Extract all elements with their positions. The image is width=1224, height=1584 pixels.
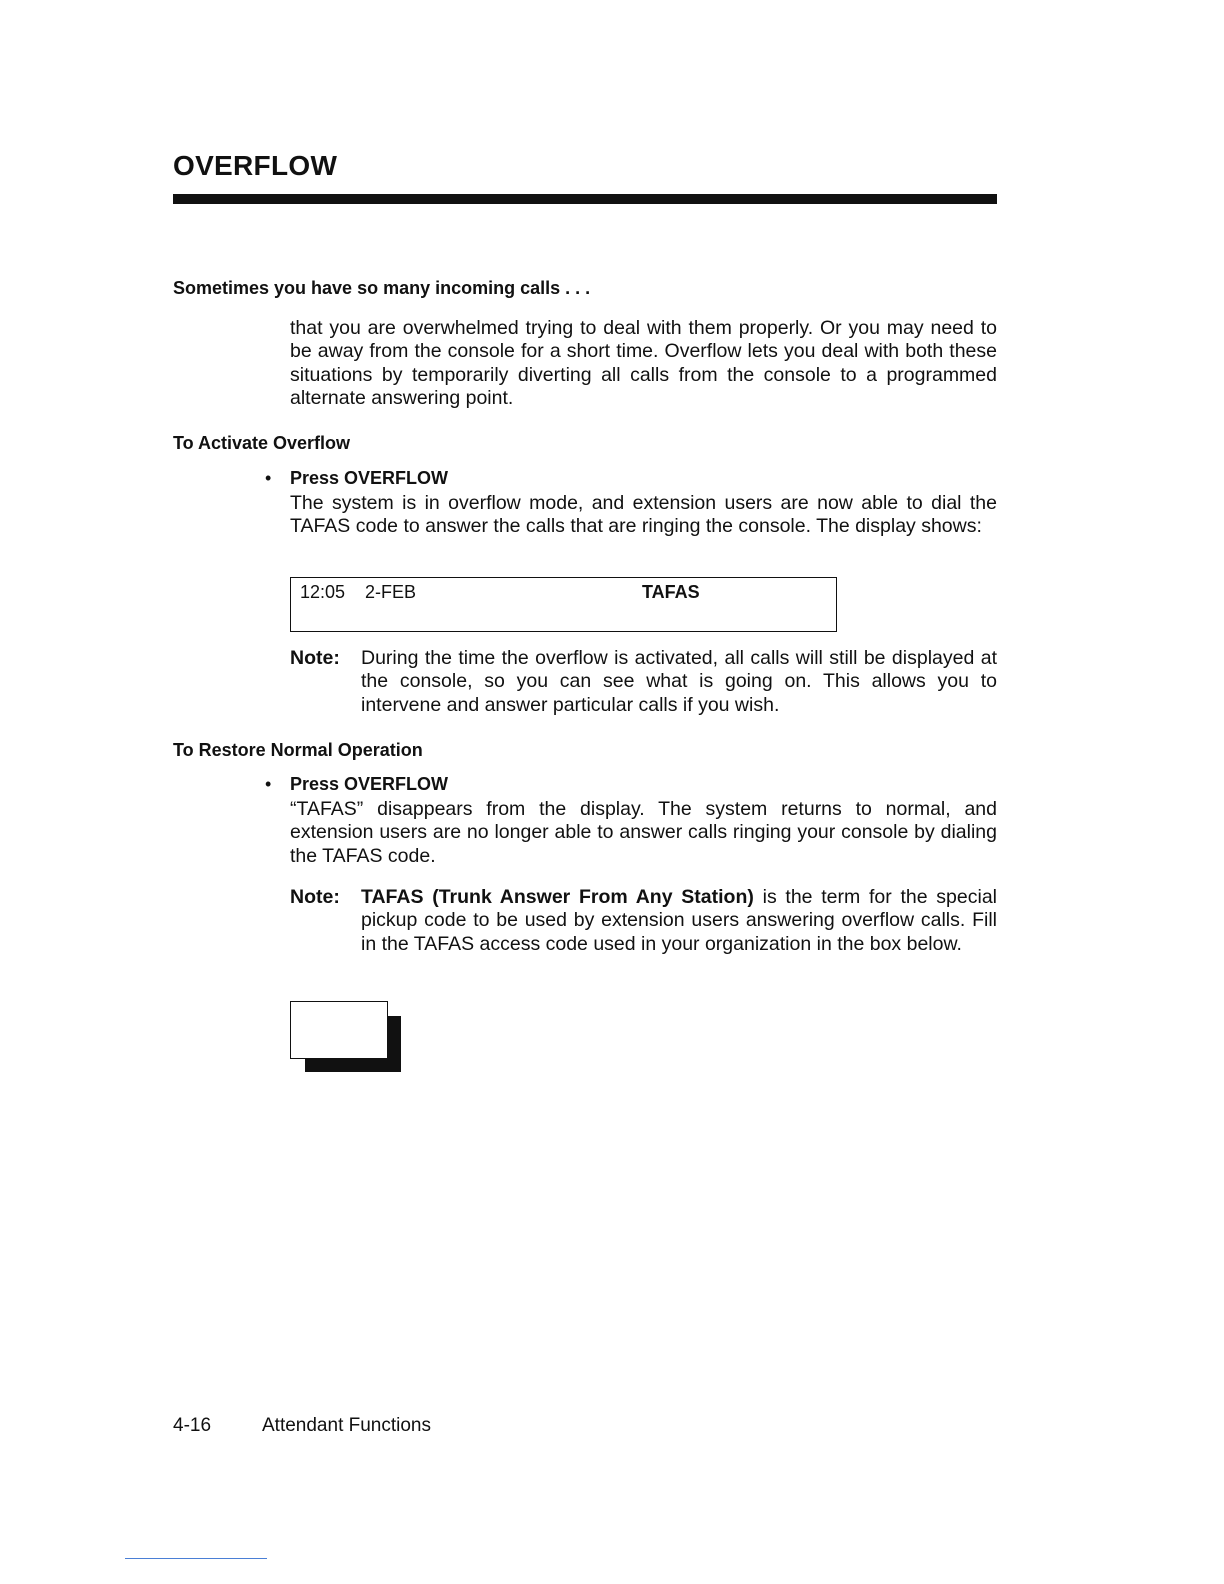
intro-heading: Sometimes you have so many incoming calls . . .	[173, 278, 591, 298]
page-number: 4-16	[173, 1415, 212, 1436]
display-status: TAFAS	[642, 582, 700, 602]
page-title: OVERFLOW	[173, 150, 338, 181]
restore-note-text	[361, 886, 997, 956]
note-expansion: (Trunk Answer From Any Station)	[432, 886, 754, 908]
chapter-title: Attendant Functions	[262, 1415, 431, 1436]
restore-step: Press OVERFLOW	[290, 774, 449, 794]
activate-step: Press OVERFLOW	[290, 468, 449, 488]
scan-edge-line	[125, 1558, 267, 1559]
display-date: 2-FEB	[365, 582, 417, 602]
activate-note-label: Note:	[290, 647, 340, 669]
restore-heading: To Restore Normal Operation	[173, 740, 423, 760]
activate-bullet: •	[265, 468, 272, 488]
activate-heading: To Activate Overflow	[173, 433, 351, 453]
title-rule	[173, 194, 997, 204]
note-term: TAFAS	[361, 886, 424, 908]
restore-bullet: •	[265, 774, 272, 794]
tafas-code-box[interactable]	[290, 1001, 388, 1059]
activate-paragraph: The system is in overflow mode, and extension users are now able to dial the TAFAS code to answer the calls that are ringing the console. The display shows:	[290, 492, 997, 538]
restore-note-label: Note:	[290, 886, 340, 908]
activate-note-text: During the time the overflow is activated, all calls will still be displayed at the console, so you can see what is going on. This allows you to intervene and answer particular calls if you wish.	[361, 647, 997, 716]
note-definition: is the term for the special pickup code to be used by extension users answering overflow calls. Fill in the TAFAS access code used in your organization in the box below.	[361, 886, 997, 955]
intro-paragraph: that you are overwhelmed trying to deal with them properly. Or you may need to be away from the console for a short time. Overflow lets you deal with both these situations by temporarily diverting all calls from the console to a programmed alternate answering point.	[290, 317, 997, 410]
display-time: 12:05	[300, 582, 346, 602]
restore-paragraph: “TAFAS” disappears from the display. The system returns to normal, and extension users are no longer able to answer calls ringing your console by dialing the TAFAS code.	[290, 798, 997, 867]
